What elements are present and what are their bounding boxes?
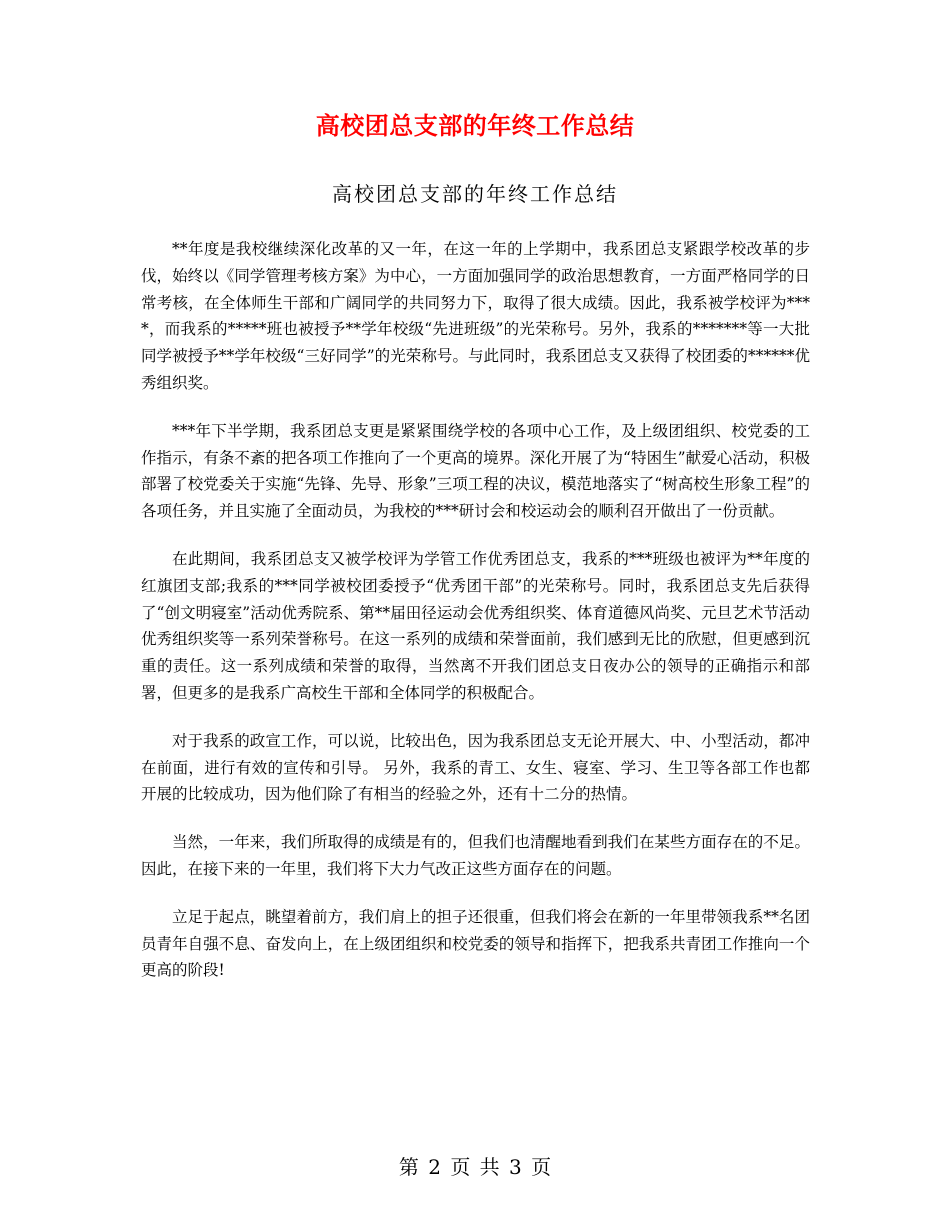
paragraph-2: ***年下半学期，我系团总支更是紧紧围绕学校的各项中心工作，及上级团组织、校党委的工作指示，有条不紊的把各项工作推向了一个更高的境界。深化开展了为“特困生”献爱心活动，积极部署了校党委关于实施“先锋、先导、形象”三项工程的决议，模范地落实了“树高校生形象工程”的各项任务，并且实施了全面动员，为我校的***研讨会和校运动会的顺利召开做出了一份贡献。: [141, 421, 810, 521]
document-subtitle: 高校团总支部的年终工作总结: [332, 182, 618, 206]
page-number-footer: 第 2 页 共 3 页: [398, 1155, 552, 1179]
document-title: 高校团总支部的年终工作总结: [315, 111, 635, 140]
paragraph-1: **年度是我校继续深化改革的又一年，在这一年的上学期中，我系团总支紧跟学校改革的步伐，始终以《同学管理考核方案》为中心，一方面加强同学的政治思想教育，一方面严格同学的日常考核，在全体师生干部和广阔同学的共同努力下，取得了很大成绩。因此，我系被学校评为****，而我系的*****班也被授予**学年校级“先进班级”的光荣称号。另外，我系的*******等一大批同学被授予**学年校级“三好同学”的光荣称号。与此同时，我系团总支又获得了校团委的******优秀组织奖。: [141, 240, 810, 392]
paragraph-5: 当然，一年来，我们所取得的成绩是有的，但我们也清醒地看到我们在某些方面存在的不足。因此，在接下来的一年里，我们将下大力气改正这些方面存在的问题。: [141, 833, 810, 878]
paragraph-3: 在此期间，我系团总支又被学校评为学管工作优秀团总支，我系的***班级也被评为**年度的红旗团支部;我系的***同学被校团委授予“优秀团干部”的光荣称号。同时，我系团总支先后获得了“创文明寝室”活动优秀院系、第**届田径运动会优秀组织奖、体育道德风尚奖、元旦艺术节活动优秀组织奖等一系列荣誉称号。在这一系列的成绩和荣誉面前，我们感到无比的欣慰，但更感到沉重的责任。这一系列成绩和荣誉的取得，当然离不开我们团总支日夜办公的领导的正确指示和部署，但更多的是我系广高校生干部和全体同学的积极配合。: [141, 549, 810, 702]
document-body: [141, 236, 810, 1005]
paragraph-4: 对于我系的政宣工作，可以说，比较出色，因为我系团总支无论开展大、中、小型活动，都冲在前面，进行有效的宣传和引导。 另外，我系的青工、女生、寝室、学习、生卫等各部工作也都开展的比较成功，因为他们除了有相当的经验之外，还有十二分的热情。: [141, 731, 810, 804]
paragraph-6: 立足于起点，眺望着前方，我们肩上的担子还很重，但我们将会在新的一年里带领我系**名团员青年自强不息、奋发向上，在上级团组织和校党委的领导和指挥下，把我系共青团工作推向一个更高的阶段!: [141, 907, 810, 980]
